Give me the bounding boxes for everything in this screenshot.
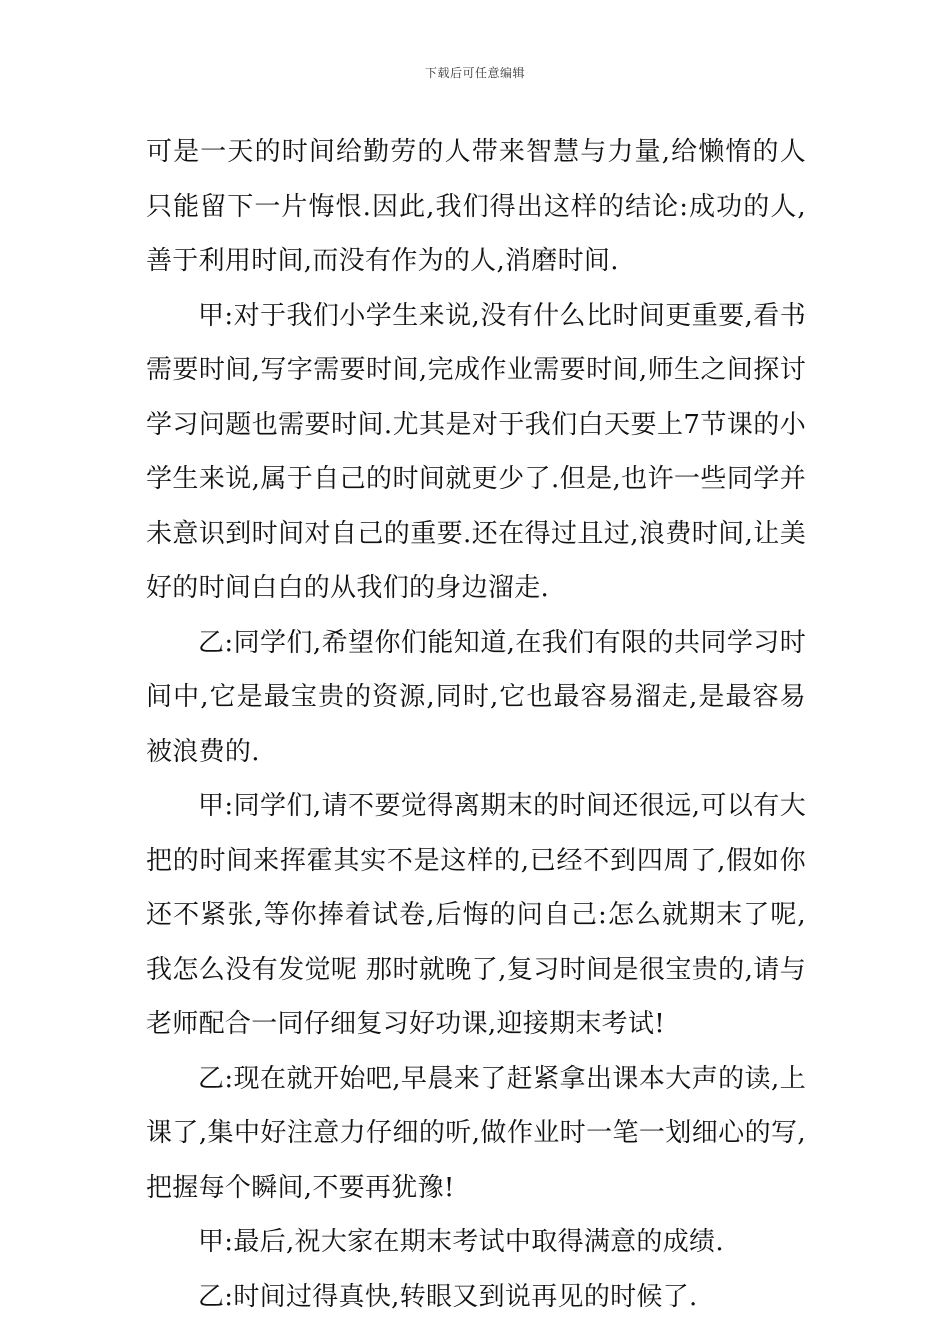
document-body xyxy=(146,125,806,1324)
paragraph-6: 甲:最后,祝大家在期末考试中取得满意的成绩. xyxy=(198,1227,724,1257)
paragraph-4: 甲:同学们,请不要觉得离期末的时间还很远,可以有大把的时间来挥霍其实不是这样的,已经不到四周了,假如你还不紧张,等你捧着试卷,后悔的问自己:怎么就期末了呢,我怎么没有发觉呢 那时就晚了,复习时间是很宝贵的,请与老师配合一同仔细复习好功课,迎接期末考试! xyxy=(146,791,806,1039)
paragraph-3: 乙:同学们,希望你们能知道,在我们有限的共同学习时间中,它是最宝贵的资源,同时,它也最容易溜走,是最容易被浪费的. xyxy=(146,627,806,767)
paragraph-2: 甲:对于我们小学生来说,没有什么比时间更重要,看书需要时间,写字需要时间,完成作业需要时间,师生之间探讨学习问题也需要时间.尤其是对于我们白天要上7节课的小学生来说,属于自己的时间就更少了.但是,也许一些同学并未意识到时间对自己的重要.还在得过且过,浪费时间,让美好的时间白白的从我们的身边溜走. xyxy=(146,300,806,603)
page-header: 下载后可任意编辑 xyxy=(424,66,525,80)
paragraph-1: 可是一天的时间给勤劳的人带来智慧与力量,给懒惰的人只能留下一片悔恨.因此,我们得出这样的结论:成功的人,善于利用时间,而没有作为的人,消磨时间. xyxy=(146,137,806,276)
paragraph-5: 乙:现在就开始吧,早晨来了赶紧拿出课本大声的读,上课了,集中好注意力仔细的听,做作业时一笔一划细心的写,把握每个瞬间,不要再犹豫! xyxy=(146,1063,806,1203)
paragraph-7: 乙:时间过得真快,转眼又到说再见的时候了. xyxy=(198,1281,698,1312)
